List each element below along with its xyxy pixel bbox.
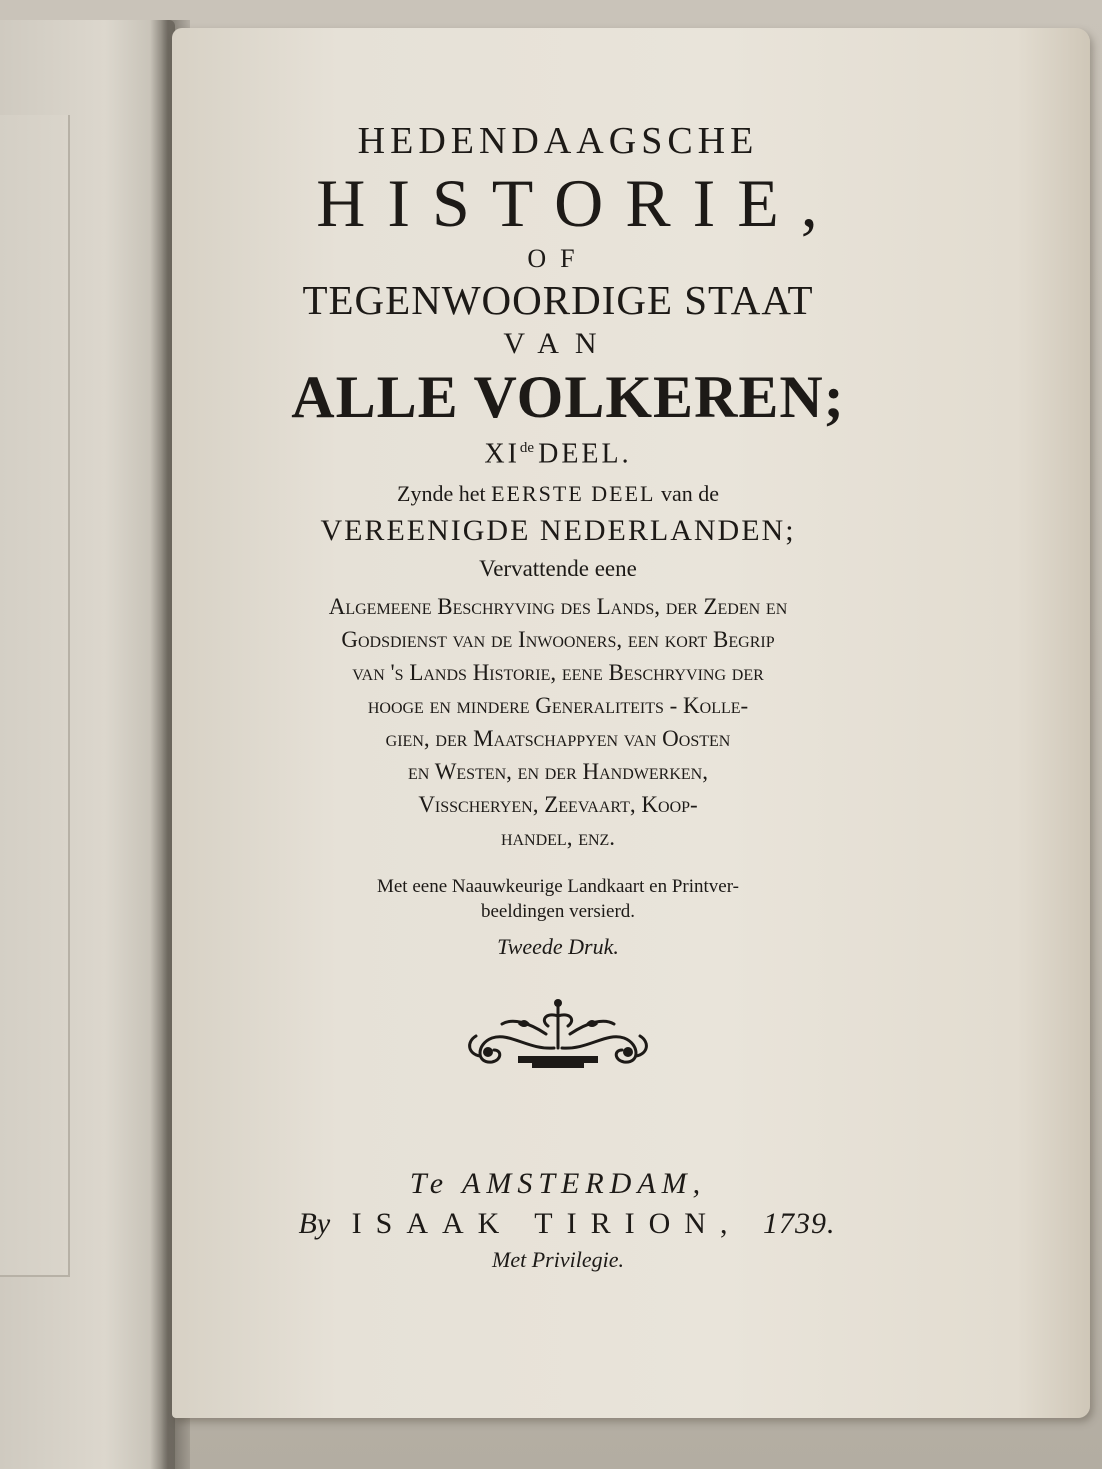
zynde-prefix: Zynde het [397, 481, 486, 507]
description-line: gien, der Maatschappyen van Oosten [385, 726, 731, 752]
imprint-printer: ISAAK TIRION, [351, 1207, 742, 1241]
imprint-printer-prefix: By [298, 1207, 331, 1241]
title-line-2: HISTORIE, [316, 165, 840, 241]
description-line: Godsdienst van de Inwooners, een kort Begrip [341, 627, 775, 653]
zynde-line [248, 478, 868, 510]
imprint-privilege: Met Privilegie. [492, 1247, 624, 1273]
description-line: van 's Lands Historie, eene Beschryving der [352, 660, 764, 686]
vervattende-line: Vervattende eene [479, 556, 637, 582]
left-page [0, 20, 175, 1469]
zynde-suffix: van de [660, 481, 719, 507]
title-line-5: VAN [503, 327, 613, 360]
title-page-text [248, 118, 868, 1276]
left-plate-edge [0, 115, 70, 1277]
nederlanden-line: VEREENIGDE NEDERLANDEN; [320, 514, 796, 548]
description-line: Visscheryen, Zeevaart, Koop- [418, 792, 698, 818]
description-line: hooge en mindere Generaliteits - Kolle- [367, 693, 749, 719]
description-line: en Westen, en der Handwerken, [408, 759, 708, 785]
part-numeral: XI [484, 438, 520, 470]
imprint-printer-line [266, 1204, 868, 1244]
part-word: DEEL. [538, 438, 632, 470]
edition-line: Tweede Druk. [497, 934, 619, 960]
title-line-3: OF [527, 244, 589, 273]
title-line-4: TEGENWOORDIGE STAAT [302, 277, 814, 323]
part-line [248, 430, 868, 472]
map-note-line-1: Met eene Naauwkeurige Landkaart en Printver- [376, 876, 740, 898]
title-line-6: ALLE VOLKEREN; [291, 364, 845, 430]
part-suffix: de [519, 440, 535, 456]
printers-ornament-icon [458, 994, 658, 1076]
map-note-line-2: beeldingen versierd. [480, 901, 636, 923]
title-line-1: HEDENDAAGSCHE [357, 120, 759, 162]
imprint-place: Te AMSTERDAM, [409, 1167, 707, 1201]
description-line: Algemeene Beschryving des Lands, der Zeden en [328, 594, 788, 620]
imprint-year: 1739. [762, 1207, 836, 1241]
description-line: handel, enz. [500, 825, 616, 851]
zynde-caps: EERSTE DEEL [491, 481, 656, 507]
